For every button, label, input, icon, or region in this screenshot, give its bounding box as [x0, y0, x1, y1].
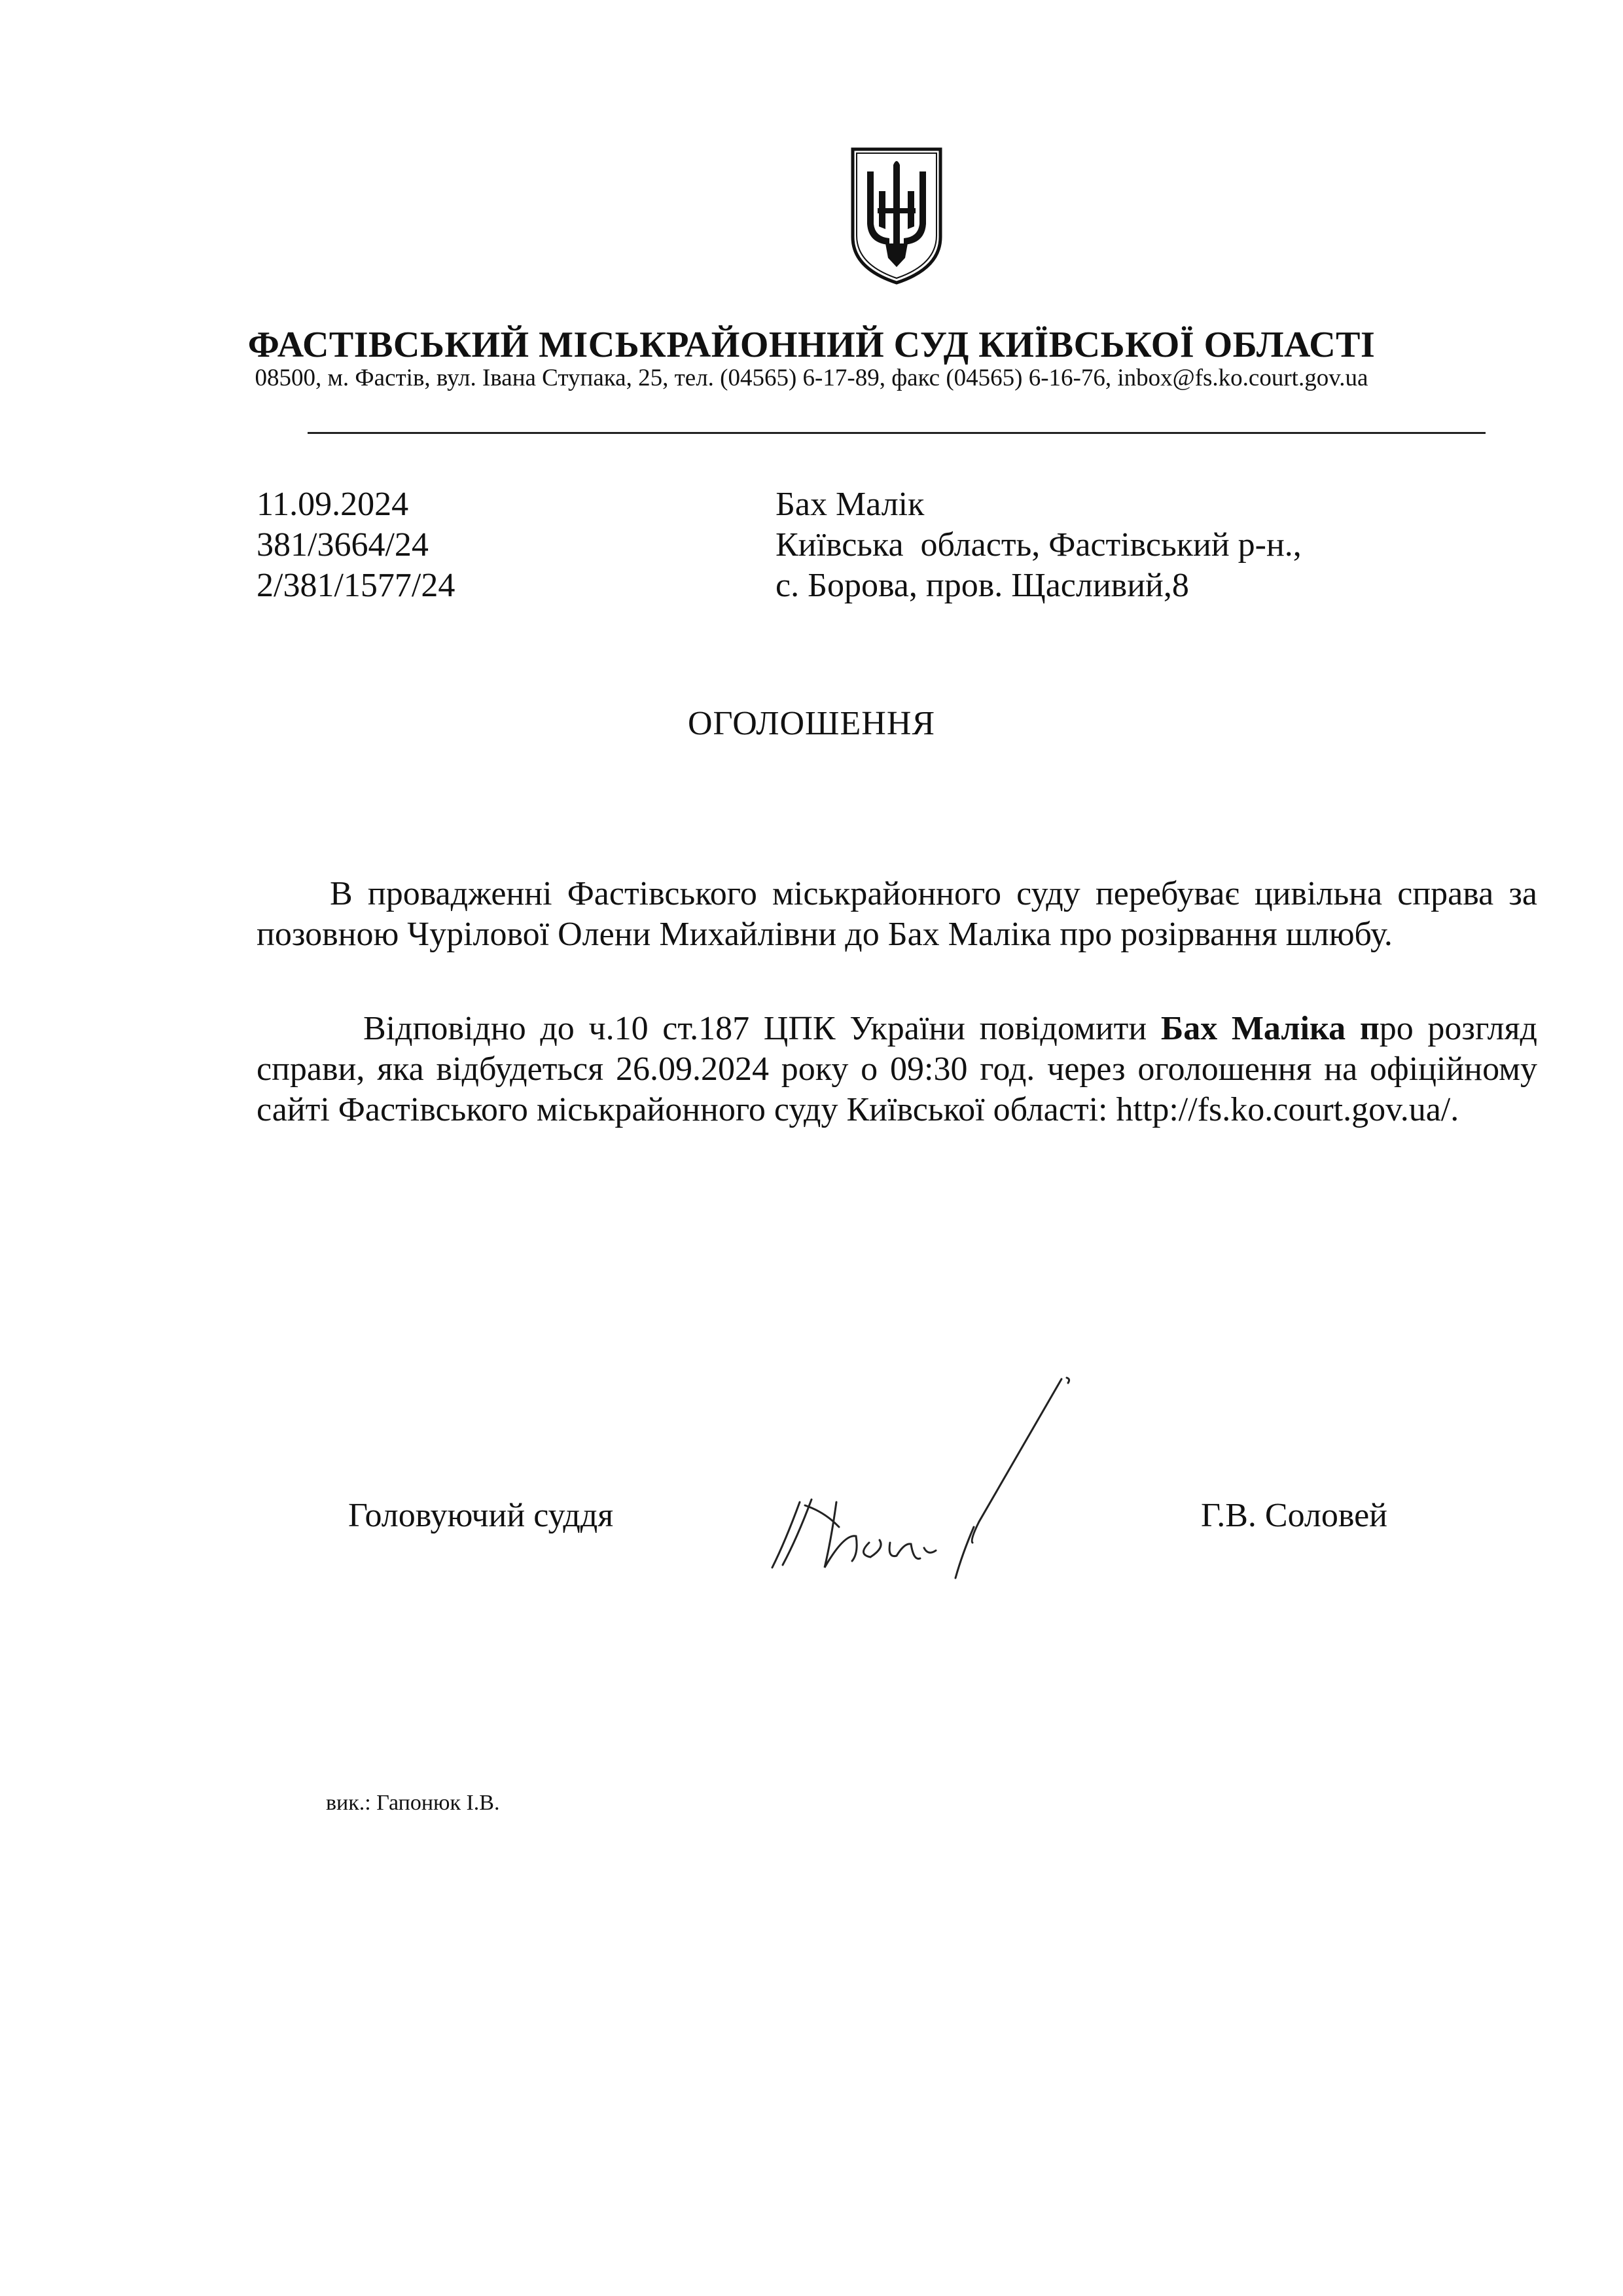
header-divider [308, 432, 1486, 434]
document-meta [257, 484, 455, 606]
court-address: 08500, м. Фастів, вул. Івана Ступака, 25, тел. (04565) 6-17-89, факс (04565) 6-16-76, inbox@fs.ko.court.gov.ua [255, 365, 1368, 391]
body-paragraph-1: В провадженні Фастівського міськрайонного суду перебуває цивільна справа за позовною Чурілової Олени Михайлівни до Бах Маліка про розірвання шлюбу. [257, 875, 1537, 953]
case-number: 2/381/1577/24 [257, 567, 455, 604]
recipient-address-line-2: с. Борова, пров. Щасливий,8 [776, 567, 1189, 604]
recipient-block [776, 484, 1302, 606]
outgoing-number: 381/3664/24 [257, 526, 429, 564]
defendant-name-bold: Бах Маліка п [1160, 1010, 1380, 1047]
document-date: 11.09.2024 [257, 486, 409, 523]
executor-note: вик.: Гапонюк І.В. [326, 1791, 500, 1815]
court-name: ФАСТІВСЬКИЙ МІСЬКРАЙОННИЙ СУД КИЇВСЬКОЇ ОБЛАСТІ [247, 325, 1376, 365]
announcement-title: ОГОЛОШЕННЯ [687, 705, 936, 742]
judge-name: Г.В. Соловей [1201, 1497, 1387, 1534]
trident-coat-of-arms-icon [849, 145, 944, 287]
body-paragraph-2 [257, 1009, 1537, 1130]
recipient-address-line-1: Київська область, Фастівський р-н., [776, 526, 1302, 564]
body-paragraph-2-end: ро розгляд справи, яка відбудеться 26.09.2024 року о 09:30 год. через оголошення на офіційному сайті Фастівського міськрайонного суду Київської області: http://fs.ko.court.gov.ua/. [257, 1010, 1537, 1128]
handwritten-signature-icon [759, 1371, 1099, 1587]
judge-title: Головуючий суддя [348, 1497, 614, 1534]
recipient-name: Бах Малік [776, 486, 925, 523]
body-paragraph-2-start: Відповідно до ч.10 ст.187 ЦПК України повідомити [363, 1010, 1161, 1047]
